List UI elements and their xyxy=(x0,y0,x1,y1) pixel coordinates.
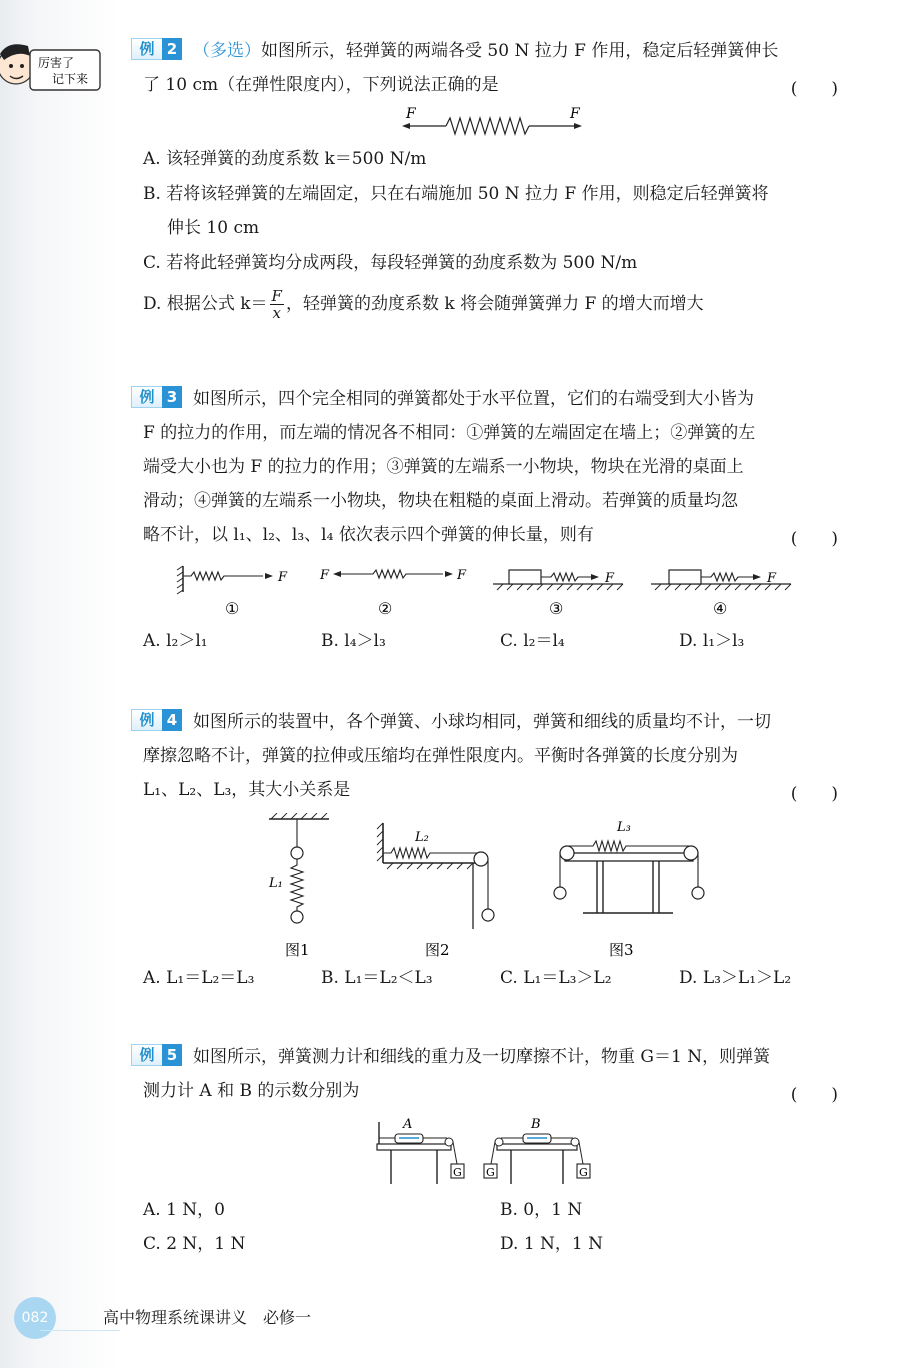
ex2-option-d-post: ，轻弹簧的劲度系数 k 将会随弹簧弹力 F 的增大而增大 xyxy=(285,294,704,314)
fig4-caption-3: 图3 xyxy=(609,941,634,959)
ex5-option-d[interactable]: D. 1 N，1 N xyxy=(500,1234,604,1254)
footer-divider xyxy=(40,1330,120,1331)
ex5-stem-2: 测力计 A 和 B 的示数分别为 xyxy=(143,1081,360,1101)
ex3-option-c[interactable]: C. l₂＝l₄ xyxy=(500,631,565,651)
example-label: 例 xyxy=(131,38,162,60)
example-5 xyxy=(139,1044,838,1264)
mascot-badge xyxy=(0,36,108,100)
fig5-g-b2: G xyxy=(579,1166,588,1179)
fig3-force-3: F xyxy=(605,571,615,586)
ex3-stem-1: 如图所示，四个完全相同的弹簧都处于水平位置，它们的右端受到大小皆为 xyxy=(193,389,754,409)
fig4-caption-1: 图1 xyxy=(285,941,310,959)
ex4-stem-1: 如图所示的装置中，各个弹簧、小球均相同，弹簧和细线的质量均不计，一切 xyxy=(193,712,771,732)
ex3-option-a[interactable]: A. l₂＞l₁ xyxy=(143,631,208,651)
ex4-option-a[interactable]: A. L₁＝L₂＝L₃ xyxy=(143,968,255,988)
ex2-stem-1: 如图所示，轻弹簧的两端各受 50 N 拉力 F 作用，稳定后轻弹簧伸长 xyxy=(261,41,779,61)
fig4-l1: L₁ xyxy=(269,876,283,891)
ex2-option-d[interactable] xyxy=(143,288,704,321)
multi-choice-note: （多选） xyxy=(193,41,261,61)
fig3-force-4: F xyxy=(767,571,777,586)
ex2-spring-figure xyxy=(398,106,588,138)
example-number: 4 xyxy=(162,709,182,731)
fig4-caption-2: 图2 xyxy=(425,941,450,959)
formula-fraction xyxy=(270,288,284,321)
ex5-option-a[interactable]: A. 1 N，0 xyxy=(143,1200,225,1220)
ex4-stem-2: 摩擦忽略不计，弹簧的拉伸或压缩均在弹性限度内。平衡时各弹簧的长度分别为 xyxy=(143,746,738,766)
ex4-option-b[interactable]: B. L₁＝L₂＜L₃ xyxy=(321,968,433,988)
fraction-numerator: F xyxy=(271,287,282,305)
example-number: 5 xyxy=(162,1044,182,1066)
book-title: 高中物理系统课讲义 必修一 xyxy=(103,1308,312,1327)
ex3-stem-4: 滑动；④弹簧的左端系一小物块，物块在粗糙的桌面上滑动。若弹簧的质量均忽 xyxy=(143,491,738,511)
fig3-force-1: F xyxy=(278,570,288,585)
ex5-option-b[interactable]: B. 0，1 N xyxy=(500,1200,583,1220)
fig5-label-a: A xyxy=(403,1117,413,1132)
ex2-option-c[interactable]: C. 若将此轻弹簧均分成两段，每段轻弹簧的劲度系数为 500 N/m xyxy=(143,253,638,273)
fig3-label-1: ① xyxy=(225,599,240,618)
fig4-l2: L₂ xyxy=(415,830,429,845)
ex2-option-b[interactable]: B. 若将该轻弹簧的左端固定，只在右端施加 50 N 拉力 F 作用，则稳定后轻弹簧将 xyxy=(143,184,769,204)
example-4 xyxy=(139,709,838,999)
mascot-text-2: 记下来 xyxy=(52,72,89,86)
force-label-left: F xyxy=(406,106,416,122)
ex2-option-b-cont: 伸长 10 cm xyxy=(167,218,260,238)
fig3-label-3: ③ xyxy=(549,599,564,618)
ex3-stem-3: 端受大小也为 F 的拉力的作用；③弹簧的左端系一小物块，物块在光滑的桌面上 xyxy=(143,457,744,477)
ex4-option-d[interactable]: D. L₃＞L₁＞L₂ xyxy=(679,968,792,988)
ex5-answer-blank: ( ) xyxy=(790,1085,838,1105)
example-number: 2 xyxy=(162,38,182,60)
example-3-tag xyxy=(131,386,182,408)
ex3-answer-blank: ( ) xyxy=(790,529,838,549)
ex4-answer-blank: ( ) xyxy=(790,784,838,804)
fig3-force-2b: F xyxy=(457,568,467,583)
ex2-stem-2: 了 10 cm（在弹性限度内），下列说法正确的是 xyxy=(143,75,499,95)
example-2 xyxy=(139,38,838,328)
fig3-label-2: ② xyxy=(378,599,393,618)
example-2-tag xyxy=(131,38,182,60)
example-4-tag xyxy=(131,709,182,731)
ex3-stem-5: 略不计，以 l₁、l₂、l₃、l₄ 依次表示四个弹簧的伸长量，则有 xyxy=(143,525,594,545)
example-label: 例 xyxy=(131,709,162,731)
ex2-option-d-pre: D. 根据公式 k＝ xyxy=(143,294,268,314)
fraction-denominator: x xyxy=(272,304,281,322)
ex4-option-c[interactable]: C. L₁＝L₃＞L₂ xyxy=(500,968,612,988)
force-label-right: F xyxy=(570,106,580,122)
ex3-springs-figure xyxy=(173,562,823,622)
ex5-option-c[interactable]: C. 2 N，1 N xyxy=(143,1234,246,1254)
ex4-apparatus-figure xyxy=(253,813,713,959)
fig5-g-a: G xyxy=(453,1166,462,1179)
page-edge-strip xyxy=(0,0,120,1368)
fig5-label-b: B xyxy=(531,1117,541,1132)
page-number: 082 xyxy=(14,1297,56,1339)
example-5-tag xyxy=(131,1044,182,1066)
example-label: 例 xyxy=(131,386,162,408)
example-number: 3 xyxy=(162,386,182,408)
fig3-label-4: ④ xyxy=(713,599,728,618)
example-label: 例 xyxy=(131,1044,162,1066)
ex2-answer-blank: ( ) xyxy=(790,79,838,99)
ex3-option-b[interactable]: B. l₄＞l₃ xyxy=(321,631,386,651)
fig5-g-b1: G xyxy=(486,1166,495,1179)
ex5-spring-scale-figure xyxy=(371,1112,601,1190)
ex3-option-d[interactable]: D. l₁＞l₃ xyxy=(679,631,745,651)
example-3 xyxy=(139,386,838,666)
mascot-text-1: 厉害了 xyxy=(38,56,75,70)
ex5-stem-1: 如图所示，弹簧测力计和细线的重力及一切摩擦不计，物重 G＝1 N，则弹簧 xyxy=(193,1047,771,1067)
ex3-stem-2: F 的拉力的作用，而左端的情况各不相同：①弹簧的左端固定在墙上；②弹簧的左 xyxy=(143,423,756,443)
ex2-option-a[interactable]: A. 该轻弹簧的劲度系数 k＝500 N/m xyxy=(143,149,427,169)
fig3-force-2a: F xyxy=(320,568,330,583)
ex4-stem-3: L₁、L₂、L₃，其大小关系是 xyxy=(143,780,351,800)
fig4-l3: L₃ xyxy=(617,820,631,835)
